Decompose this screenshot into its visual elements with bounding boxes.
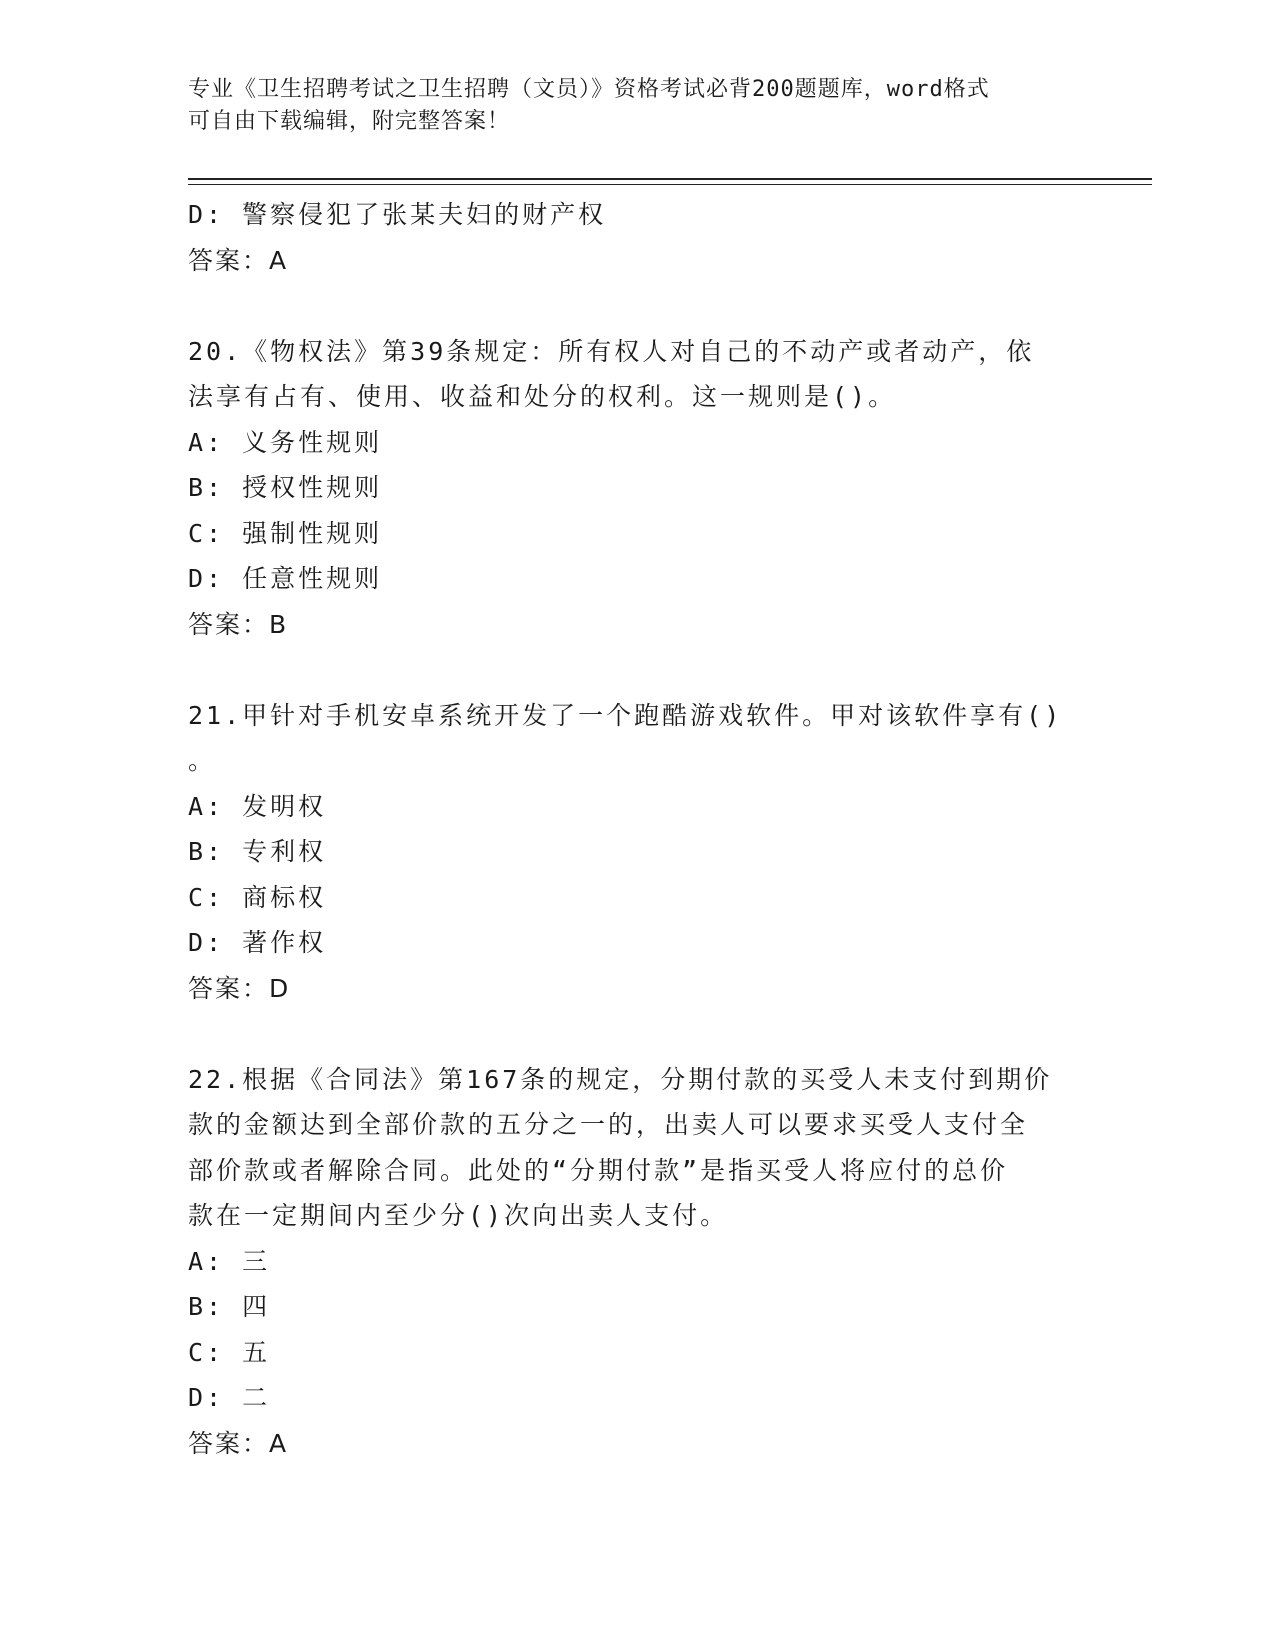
answer: 答案：A xyxy=(188,1428,289,1458)
question-text-line: 20.《物权法》第39条规定：所有权人对自己的不动产或者动产，依 xyxy=(188,336,1035,366)
header-rule-thin xyxy=(188,184,1152,185)
question-text-line: 款的金额达到全部价款的五分之一的，出卖人可以要求买受人支付全 xyxy=(188,1110,1029,1139)
document-header xyxy=(188,74,1068,138)
option-a: A: 发明权 xyxy=(188,791,327,821)
question-21 xyxy=(188,693,1088,1012)
header-line-2: 可自由下载编辑，附完整答案！ xyxy=(188,109,511,134)
question-20 xyxy=(188,329,1088,648)
answer: 答案：D xyxy=(188,973,291,1003)
option-d: D: 著作权 xyxy=(188,928,327,957)
header-line-1: 专业《卫生招聘考试之卫生招聘（文员）》资格考试必背200题题库，word格式 xyxy=(188,77,990,102)
option-a: A: 义务性规则 xyxy=(188,427,383,457)
option-c: C: 商标权 xyxy=(188,882,327,912)
option-c: C: 五 xyxy=(188,1337,271,1367)
answer-prev: 答案：A xyxy=(188,245,289,275)
spacer xyxy=(188,647,1088,693)
option-b: B: 四 xyxy=(188,1292,271,1321)
question-text-line: 部价款或者解除合同。此处的“分期付款”是指买受人将应付的总价 xyxy=(188,1155,1009,1185)
question-22 xyxy=(188,1057,1088,1467)
option-d: D: 任意性规则 xyxy=(188,564,383,593)
question-text-line: 22.根据《合同法》第167条的规定，分期付款的买受人未支付到期价 xyxy=(188,1064,1053,1094)
spacer xyxy=(188,1011,1088,1057)
option-b: B: 授权性规则 xyxy=(188,473,383,502)
question-text-line: 法享有占有、使用、收益和处分的权利。这一规则是()。 xyxy=(188,382,897,411)
option-c: C: 强制性规则 xyxy=(188,518,383,548)
document-body xyxy=(188,192,1088,1466)
option-a: A: 三 xyxy=(188,1246,271,1276)
question-text-line: 。 xyxy=(188,746,217,775)
option-b: B: 专利权 xyxy=(188,837,327,866)
question-text-line: 款在一定期间内至少分()次向出卖人支付。 xyxy=(188,1201,729,1230)
answer: 答案：B xyxy=(188,609,289,639)
header-rule-thick xyxy=(188,178,1152,180)
spacer xyxy=(188,283,1088,329)
option-d-prev: D: 警察侵犯了张某夫妇的财产权 xyxy=(188,200,607,229)
option-d: D: 二 xyxy=(188,1383,271,1412)
question-text-line: 21.甲针对手机安卓系统开发了一个跑酷游戏软件。甲对该软件享有() xyxy=(188,700,1063,730)
